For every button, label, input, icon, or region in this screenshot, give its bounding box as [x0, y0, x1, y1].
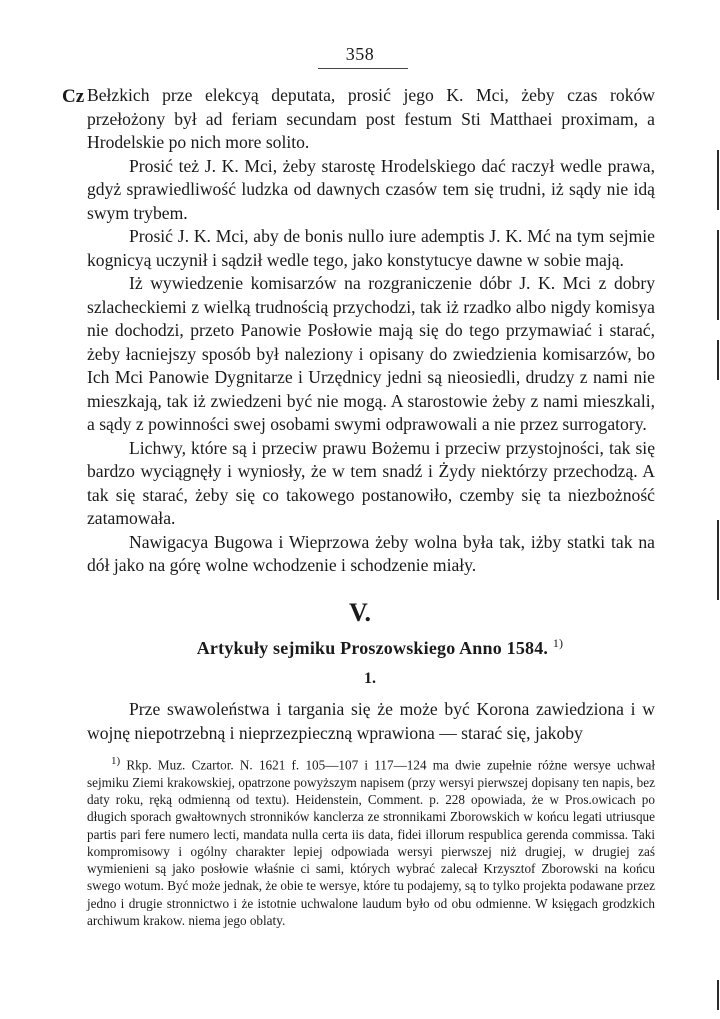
footnote-text: Rkp. Muz. Czartor. N. 1621 f. 105—107 i 117—124 ma dwie zupełnie różne wersye uchwał sejmiku Ziemi krakowskiej, opatrzone powyższym napisem (przy wersyi pierwszej dopisany ten napis, bez daty roku, ręką odmienną od textu). Heidenstein, Comment. p. 228 opowiada, że w Pros.owicach po długich sporach gwałtownych stronników kanclerza ze stronnikami Zborowskich w końcu legati utriusque partis pari fere numero lecti, mandata nulla certa iis data, fidei illorum respublica gerenda commissa. Taki kompromisowy i ogólny charakter lepiej odpowiada wersyi pierwszej niż drugiej, w drugiej zaś wymienieni są jako posłowie właśnie ci sami, których wybrać zalecał Krzysztof Zborowski na końcu swego wotum. Być może jednak, że obie te wersye, które tu podajemy, są to tylko projekta podawane przez jedno i drugie stronnictwo i że istotnie uchwalone laudum było od obu odmienne. W księgach grodzkich archiwum krakow. niema jego oblaty. — [87, 757, 655, 929]
main-text — [87, 84, 655, 578]
margin-mark: Cz — [62, 86, 85, 107]
paragraph: Lichwy, które są i przeciw prawu Bożemu i przeciw przystojności, tak się bardzo wyciągnęły i wyniosły, że w tem snadź i Żydy niektórzy przechodzą. A tak się starać, żeby się co takowego postanowiło, czemby się ta niezbożność zatamowała. — [87, 437, 655, 528]
section-title-text: Artykuły sejmiku Proszowskiego Anno 1584. — [196, 638, 549, 658]
paragraph: Iż wywiedzenie komisarzów na rozgraniczenie dóbr J. K. Mci z dobry szlacheckiemi z wielką trudnością przychodzi, tak iż rzadko albo nigdy komisya nie dochodzi, przeto Panowie Posłowie mają się do tego przymawiać i starać, żeby łacniejszy sposób był naleziony i opisany do zwiedzienia komisarzów, bo Ich Mci Panowie Dygnitarze i Urzędnicy jedni są nieosiedli, drudzy z nami nie mieszkają, tak iż zwiedzeni być nie mogą. A starostowie żeby z nami mieszkali, a sądy z powinności swej osobami swymi odprawowali a nie przez surrogatory. — [87, 273, 655, 434]
paragraph: Nawigacya Bugowa i Wieprzowa żeby wolna była tak, iżby statki tak na dół jako na górę wolne wchodzenie i schodzenie miały. — [87, 531, 655, 575]
page-number-rule — [318, 68, 408, 69]
paragraph: Prosić też J. K. Mci, żeby starostę Hrodelskiego dać raczył wedle prawa, gdyż sprawiedliwość ludzka od dawnych czasów tem się trudni, iż sądy nie idą swym trybem. — [87, 155, 655, 223]
footnote-mark: 1) — [111, 755, 121, 767]
section-title — [0, 636, 720, 659]
section-number: V. — [349, 598, 371, 627]
article-number: 1. — [364, 670, 376, 687]
paragraph-continued: Bełzkich prze elekcyą deputata, prosić jego K. Mci, żeby czas roków przełożony był ad feriam secundam post festum Sti Matthaei proximam, a Hrodelskie po nich more solito. — [87, 85, 655, 152]
paragraph: Prosić J. K. Mci, aby de bonis nullo iure ademptis J. K. Mć na tym sejmie kognicyą uczynił i sądził wedle tego, jako konstytucye dawne w sobie mają. — [87, 226, 655, 270]
page-number: 358 — [345, 44, 375, 64]
footnote-reference: 1) — [552, 636, 564, 650]
scan-edge-marks — [714, 0, 720, 1019]
article-text: Prze swawoleństwa i targania się że może być Korona zawiedziona i w wojnę niepotrzebną i nieprzezpieczną wprawiona — starać się, jakoby — [87, 699, 655, 743]
footnote — [87, 753, 655, 929]
